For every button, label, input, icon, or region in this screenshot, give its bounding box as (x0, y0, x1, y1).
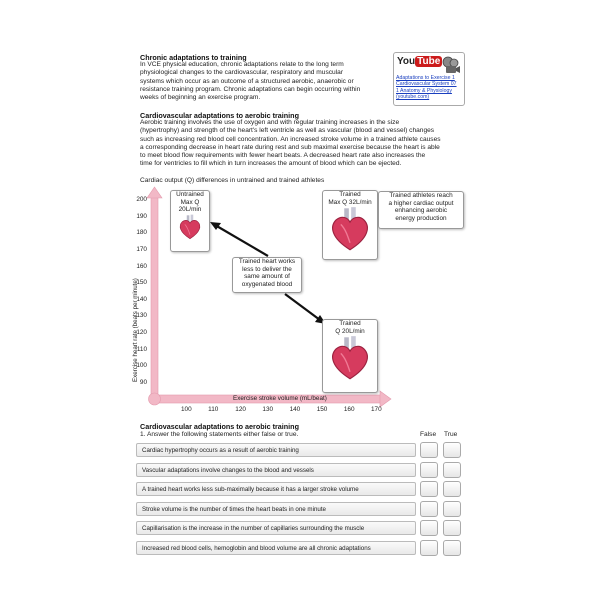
true-checkbox[interactable] (443, 462, 461, 478)
untrained-max-q-box (170, 190, 210, 252)
x-tick-label: 150 (316, 406, 328, 413)
youtube-logo-you: You (397, 56, 416, 67)
quiz-statement: Vascular adaptations involve changes to the blood and vessels (136, 463, 416, 477)
y-tick-label: 100 (136, 362, 147, 370)
x-tick-label: 100 (181, 406, 192, 413)
axis-origin (149, 393, 161, 405)
false-checkbox[interactable] (420, 462, 438, 478)
intro-line: resistance training program. Chronic adaptations can begin occurring within (140, 85, 361, 93)
side-note-line: enhancing aerobic (394, 207, 448, 215)
y-axis-arrowhead (147, 187, 162, 198)
arrow-to-trained (285, 294, 320, 320)
quiz-statement: Stroke volume is the number of times the heart beats in one minute (136, 502, 416, 516)
youtube-link-line[interactable]: (youtube.com) (396, 94, 430, 101)
trained-q-label-line: Q 20L/min (335, 327, 365, 335)
false-checkbox[interactable] (420, 501, 438, 517)
trained-q-box (322, 319, 378, 393)
middle-note-line: same amount of (244, 273, 290, 281)
quiz-statement: Cardiac hypertrophy occurs as a result of aerobic training (136, 443, 416, 457)
y-tick-label: 120 (136, 329, 147, 337)
y-axis-label: Exercise heart rate (beats per minute) (132, 278, 139, 382)
untrained-label-line: Max Q (180, 198, 200, 206)
section-heading-cardio: Cardiovascular adaptations to aerobic training (140, 111, 299, 120)
youtube-link-line[interactable]: 1 Anatomy & Physiology (396, 87, 452, 94)
heart-icon (327, 206, 373, 252)
true-checkbox[interactable] (443, 442, 461, 458)
arrow-to-untrained (215, 225, 268, 256)
y-tick-label: 170 (136, 245, 147, 253)
middle-note-line: oxygenated blood (241, 280, 293, 288)
section-heading-chronic: Chronic adaptations to training (140, 53, 247, 62)
cardio-line: such as increasing red blood cell concentration. An increased stroke volume in a trained athlete causes (140, 135, 441, 143)
quiz-statement: Capillarisation is the increase in the number of capillaries surrounding the muscle (136, 521, 416, 535)
youtube-logo-tube: Tube (417, 56, 441, 67)
y-tick-label: 110 (136, 345, 147, 353)
x-axis-label: Exercise stroke volume (mL/beat) (233, 395, 327, 402)
x-axis-arrowhead (380, 391, 391, 407)
side-note-line: a higher cardiac output (388, 199, 454, 207)
false-checkbox[interactable] (420, 540, 438, 556)
quiz-statement: Increased red blood cells, hemoglobin and blood volume are all chronic adaptations (136, 541, 416, 555)
intro-line: systems which occur as an outcome of a structured aerobic, anaerobic or (140, 77, 354, 85)
true-checkbox[interactable] (443, 481, 461, 497)
y-tick-label: 130 (136, 312, 147, 320)
quiz-statement: A trained heart works less sub-maximally because it has a larger stroke volume (136, 482, 416, 496)
y-tick-label: 150 (136, 279, 147, 287)
cardio-line: to meet blood flow requirements with fewer heart beats. A decreased heart rate also increases the (140, 152, 426, 160)
quiz-instruction: 1. Answer the following statements either false or true. (140, 431, 299, 438)
trained-q-label-line: Trained (339, 320, 361, 327)
x-tick-label: 110 (208, 406, 219, 413)
false-checkbox[interactable] (420, 442, 438, 458)
side-note-line: Trained athletes reach (389, 192, 453, 199)
intro-line: In VCE physical education, chronic adaptations relate to the long term (140, 61, 344, 68)
heart-icon (177, 214, 203, 240)
side-note-box (378, 191, 464, 229)
false-checkbox[interactable] (420, 520, 438, 536)
youtube-link-line[interactable]: Adaptations to Exercise 1 (396, 75, 455, 81)
y-tick-label: 190 (136, 212, 147, 220)
x-tick-label: 170 (371, 406, 382, 413)
x-tick-label: 120 (235, 406, 246, 413)
cardio-line: Aerobic training involves the use of oxygen and with regular training increases in the size (140, 119, 400, 126)
heart-icon (327, 335, 373, 381)
youtube-link-line[interactable]: Cardiovascular System 07 (396, 81, 457, 88)
y-tick-label: 180 (136, 229, 147, 237)
quiz-heading: Cardiovascular adaptations to aerobic training (140, 422, 299, 431)
untrained-label-line: 20L/min (178, 206, 202, 214)
intro-line: physiological changes to the cardiovascular, respiratory and muscular (140, 69, 344, 77)
trained-max-q-box (322, 190, 378, 260)
y-tick-label: 140 (136, 295, 147, 303)
y-tick-label: 160 (136, 262, 147, 270)
true-checkbox[interactable] (443, 501, 461, 517)
middle-note-line: less to deliver the (242, 265, 292, 273)
x-tick-label: 140 (289, 406, 301, 413)
intro-line: weeks of beginning an exercise program. (140, 94, 261, 102)
false-column-label: False (420, 431, 437, 438)
false-checkbox[interactable] (420, 481, 438, 497)
middle-note-box (232, 257, 302, 293)
x-tick-label: 160 (343, 406, 355, 413)
y-axis-bar (151, 196, 158, 402)
side-note-line: energy production (395, 214, 447, 222)
y-tick-label: 200 (136, 196, 147, 203)
true-column-label: True (444, 431, 458, 438)
chart-title: Cardiac output (Q) differences in untrained and trained athletes (140, 177, 325, 184)
true-checkbox[interactable] (443, 520, 461, 536)
trained-max-label-line: Trained (339, 191, 361, 198)
middle-note-line: Trained heart works (238, 258, 296, 265)
x-tick-label: 130 (262, 406, 274, 413)
untrained-label-line: Untrained (176, 191, 204, 198)
cardio-line: a corresponding decrease in heart rate during rest and sub maximal exercise because the heart is able (140, 143, 440, 151)
true-checkbox[interactable] (443, 540, 461, 556)
trained-max-label-line: Max Q 32L/min (328, 198, 372, 206)
cardio-line: time for ventricles to fill which in turn increases the amount of blood which can be ejected. (140, 160, 402, 168)
cardio-line: (hypertrophy) and strength of the heart's left ventricle as well as vascular (blood and vessel) changes (140, 127, 435, 135)
y-tick-label: 90 (139, 379, 147, 386)
